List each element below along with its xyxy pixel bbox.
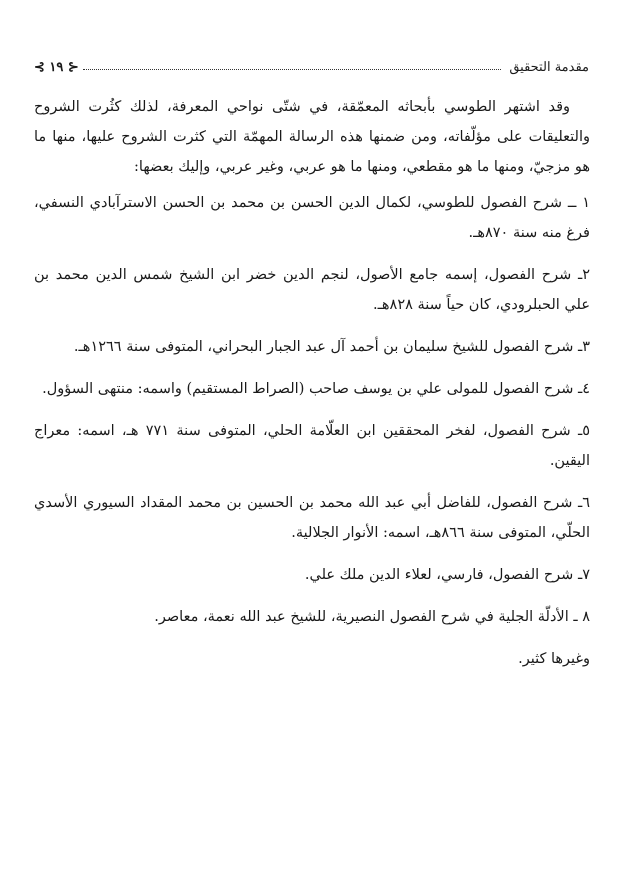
list-item: ٧ـ شرح الفصول، فارسي، لعلاء الدين ملك علي. xyxy=(304,567,590,583)
list-item: ٣ـ شرح الفصول للشيخ سليمان بن أحمد آل عبد الجبار البحراني، المتوفى سنة ١٢٦٦هـ. xyxy=(73,339,590,355)
list-item: ٢ـ شرح الفصول، إسمه جامع الأصول، لنجم الدين خضر ابن الشيخ شمس الدين محمد بن علي الحبلرودي، كان حياً سنة ٨٢٨هـ. xyxy=(34,267,590,313)
header-dot-leader xyxy=(83,69,502,70)
page-body xyxy=(34,92,590,686)
list-item: ٨ ـ الأدلّة الجلية في شرح الفصول النصيرية، للشيخ عبد الله نعمة، معاصر. xyxy=(154,609,590,625)
page-header xyxy=(34,56,589,78)
list-item: ٤ـ شرح الفصول للمولى علي بن يوسف صاحب (الصراط المستقيم) واسمه: منتهى السؤول. xyxy=(42,381,590,397)
page-number: ⊰ ١٩ ⊱ xyxy=(34,59,79,75)
closing-line: وغيرها كثير. xyxy=(518,651,590,667)
intro-paragraph: وقد اشتهر الطوسي بأبحاثه المعمّقة، في شتّى نواحي المعرفة، لذلك كثُرت الشروح والتعليقات على مؤلّفاته، ومن ضمنها هذه الرسالة المهمّة التي كثرت الشروح عليها، منها ما هو مزجيّ، ومنها ما هو مقطعي، ومنها ما هو عربي، وغير عربي، وإليك بعضها: xyxy=(34,99,590,175)
section-title: مقدمة التحقيق xyxy=(509,59,589,75)
list-item: ١ ــ شرح الفصول للطوسي، لكمال الدين الحسن بن محمد بن الحسن الاسترآبادي النسفي، فرغ منه سنة ٨٧٠هـ. xyxy=(34,195,590,241)
list-item: ٦ـ شرح الفصول، للفاضل أبي عبد الله محمد بن الحسين بن محمد المقداد السيوري الأسدي الحلّي، المتوفى سنة ٨٦٦هـ، اسمه: الأنوار الجلالية. xyxy=(34,495,590,541)
list-item: ٥ـ شرح الفصول، لفخر المحققين ابن العلّامة الحلي، المتوفى سنة ٧٧١ هـ، اسمه: معراج اليقين. xyxy=(34,423,590,469)
